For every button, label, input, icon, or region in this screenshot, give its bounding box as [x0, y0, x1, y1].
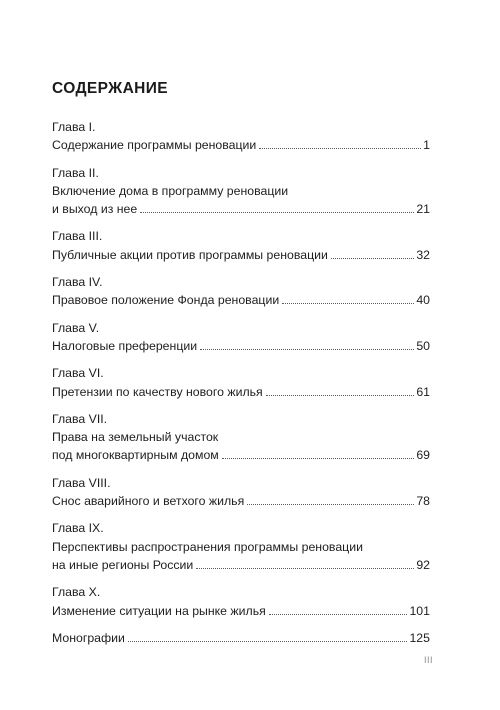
toc-entry-title: Налоговые преференции — [52, 338, 198, 353]
toc-entry-title-row — [52, 337, 430, 355]
toc-entry — [52, 519, 430, 574]
toc-entry-title-row — [52, 602, 430, 620]
dot-leader — [200, 348, 414, 350]
toc-entry — [52, 118, 430, 155]
toc-chapter-label: Глава VII. — [52, 411, 108, 426]
dot-leader — [140, 211, 414, 213]
toc-entry — [52, 364, 430, 401]
toc-chapter-label: Глава VI. — [52, 366, 104, 381]
toc-entry-title: Монографии — [52, 630, 125, 645]
toc-entry-title-row — [52, 629, 430, 647]
toc-entry-title: Содержание программы реновации — [52, 138, 257, 153]
dot-leader — [196, 567, 414, 569]
toc-chapter-label: Глава I. — [52, 120, 96, 134]
toc-entry-title: Снос аварийного и ветхого жилья — [52, 494, 245, 509]
toc-entry-title-row — [52, 291, 430, 309]
toc-chapter-label: Глава II. — [52, 165, 99, 180]
toc-page-number: 50 — [416, 338, 430, 353]
toc-entry-title-row — [52, 136, 430, 154]
toc-chapter-label: Глава III. — [52, 229, 103, 244]
toc-entry-title-row — [52, 446, 430, 464]
toc-entry-title-row — [52, 246, 430, 264]
toc-entry-title-row — [52, 383, 430, 401]
toc-entry — [52, 319, 430, 356]
dot-leader — [259, 147, 421, 149]
toc-entry — [52, 410, 430, 465]
toc-page-number: 125 — [409, 630, 430, 645]
toc-page-number: 32 — [416, 247, 430, 262]
dot-leader — [331, 257, 414, 259]
page-title: СОДЕРЖАНИЕ — [52, 80, 169, 97]
toc-chapter-label: Глава VIII. — [52, 475, 111, 490]
toc-entry — [52, 583, 430, 620]
toc-page-number: 78 — [416, 494, 430, 509]
toc-entry — [52, 273, 430, 310]
table-of-contents — [52, 118, 430, 647]
toc-chapter-label: Глава V. — [52, 320, 100, 335]
toc-entry — [52, 227, 430, 264]
toc-chapter-label: Глава X. — [52, 585, 101, 600]
dot-leader — [247, 503, 414, 505]
toc-entry-title-row — [52, 556, 430, 574]
dot-leader — [222, 457, 415, 459]
toc-page-number: 92 — [416, 557, 430, 572]
dot-leader — [269, 613, 408, 615]
toc-entry-title-line: Права на земельный участок — [52, 430, 219, 445]
toc-entry-title: Публичные акции против программы реновации — [52, 247, 328, 262]
toc-chapter-label: Глава IX. — [52, 521, 104, 536]
dot-leader — [128, 640, 408, 642]
toc-entry-title-line: Перспективы распространения программы реновации — [52, 539, 363, 554]
toc-page-number: 61 — [416, 384, 430, 399]
toc-entry — [52, 629, 430, 647]
toc-entry-title-row — [52, 492, 430, 510]
toc-entry-title-line: Включение дома в программу реновации — [52, 183, 289, 198]
toc-entry — [52, 474, 430, 511]
dot-leader — [266, 394, 415, 396]
page-number: III — [424, 655, 434, 665]
toc-entry-title: Правовое положение Фонда реновации — [52, 293, 280, 308]
toc-chapter-label: Глава IV. — [52, 275, 103, 290]
toc-page-number: 21 — [416, 202, 430, 217]
toc-page-number: 69 — [416, 448, 430, 463]
toc-entry-title: на иные регионы России — [52, 557, 194, 572]
toc-entry-title: под многоквартирным домом — [52, 448, 219, 463]
toc-page-number: 1 — [423, 138, 430, 153]
toc-page-number: 101 — [409, 603, 430, 618]
toc-entry-title: Претензии по качеству нового жилья — [52, 384, 263, 399]
toc-entry — [52, 164, 430, 219]
toc-page-number: 40 — [416, 293, 430, 308]
toc-entry-title: и выход из нее — [52, 202, 138, 217]
dot-leader — [282, 302, 414, 304]
toc-entry-title: Изменение ситуации на рынке жилья — [52, 603, 266, 618]
toc-entry-title-row — [52, 200, 430, 218]
